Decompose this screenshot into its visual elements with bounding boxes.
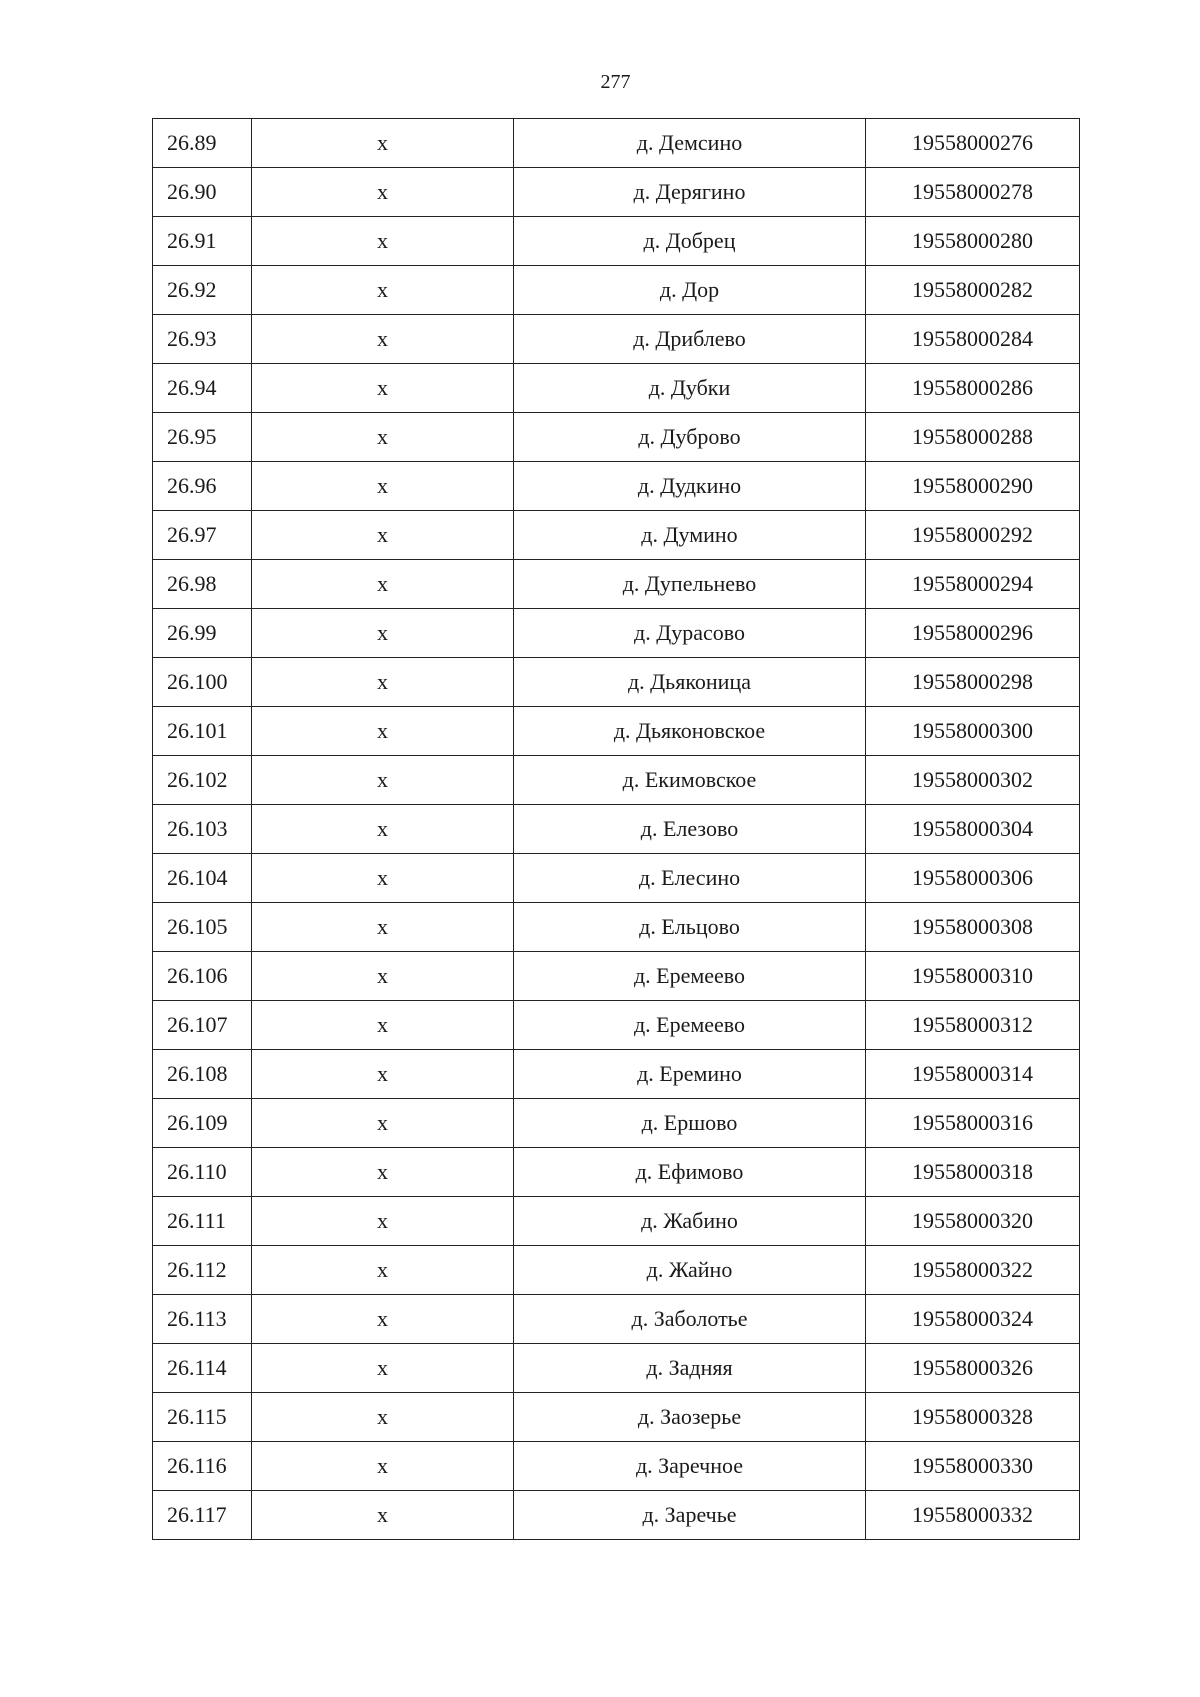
row-number-cell: 26.100 [153, 658, 252, 707]
mark-cell: x [252, 1442, 514, 1491]
oktmo-code-cell: 19558000308 [866, 903, 1080, 952]
row-number-cell: 26.111 [153, 1197, 252, 1246]
table-row [153, 217, 1080, 266]
settlement-name-cell: д. Дор [514, 266, 866, 315]
row-number-cell: 26.107 [153, 1001, 252, 1050]
row-number-cell: 26.99 [153, 609, 252, 658]
oktmo-code-cell: 19558000302 [866, 756, 1080, 805]
mark-cell: x [252, 805, 514, 854]
table-row [153, 1246, 1080, 1295]
oktmo-code-cell: 19558000288 [866, 413, 1080, 462]
mark-cell: x [252, 217, 514, 266]
mark-cell: x [252, 903, 514, 952]
settlement-name-cell: д. Еремеево [514, 952, 866, 1001]
mark-cell: x [252, 315, 514, 364]
oktmo-code-cell: 19558000318 [866, 1148, 1080, 1197]
row-number-cell: 26.92 [153, 266, 252, 315]
table-row [153, 756, 1080, 805]
oktmo-code-cell: 19558000324 [866, 1295, 1080, 1344]
table-row [153, 854, 1080, 903]
table-row [153, 1148, 1080, 1197]
row-number-cell: 26.90 [153, 168, 252, 217]
oktmo-code-cell: 19558000304 [866, 805, 1080, 854]
table-row [153, 805, 1080, 854]
settlement-name-cell: д. Елесино [514, 854, 866, 903]
oktmo-code-cell: 19558000330 [866, 1442, 1080, 1491]
table-row [153, 658, 1080, 707]
oktmo-code-cell: 19558000286 [866, 364, 1080, 413]
oktmo-code-cell: 19558000326 [866, 1344, 1080, 1393]
table-row [153, 1491, 1080, 1540]
table-row [153, 903, 1080, 952]
settlement-name-cell: д. Дубки [514, 364, 866, 413]
row-number-cell: 26.96 [153, 462, 252, 511]
table-row [153, 1001, 1080, 1050]
oktmo-code-cell: 19558000292 [866, 511, 1080, 560]
mark-cell: x [252, 119, 514, 168]
table-row [153, 1344, 1080, 1393]
oktmo-code-cell: 19558000276 [866, 119, 1080, 168]
table-row [153, 315, 1080, 364]
mark-cell: x [252, 1393, 514, 1442]
oktmo-code-cell: 19558000316 [866, 1099, 1080, 1148]
table-row [153, 168, 1080, 217]
oktmo-code-cell: 19558000296 [866, 609, 1080, 658]
table-row [153, 1442, 1080, 1491]
oktmo-code-cell: 19558000278 [866, 168, 1080, 217]
table-row [153, 952, 1080, 1001]
settlement-name-cell: д. Дурасово [514, 609, 866, 658]
mark-cell: x [252, 1001, 514, 1050]
oktmo-code-cell: 19558000300 [866, 707, 1080, 756]
mark-cell: x [252, 266, 514, 315]
settlement-name-cell: д. Екимовское [514, 756, 866, 805]
settlement-name-cell: д. Заречное [514, 1442, 866, 1491]
row-number-cell: 26.89 [153, 119, 252, 168]
mark-cell: x [252, 658, 514, 707]
row-number-cell: 26.103 [153, 805, 252, 854]
oktmo-code-cell: 19558000328 [866, 1393, 1080, 1442]
oktmo-code-cell: 19558000294 [866, 560, 1080, 609]
settlement-name-cell: д. Добрец [514, 217, 866, 266]
settlement-name-cell: д. Ершово [514, 1099, 866, 1148]
row-number-cell: 26.115 [153, 1393, 252, 1442]
oktmo-code-cell: 19558000312 [866, 1001, 1080, 1050]
oktmo-code-cell: 19558000280 [866, 217, 1080, 266]
table-row [153, 1197, 1080, 1246]
settlement-name-cell: д. Демсино [514, 119, 866, 168]
mark-cell: x [252, 168, 514, 217]
row-number-cell: 26.108 [153, 1050, 252, 1099]
settlement-name-cell: д. Ефимово [514, 1148, 866, 1197]
row-number-cell: 26.106 [153, 952, 252, 1001]
row-number-cell: 26.104 [153, 854, 252, 903]
settlement-name-cell: д. Дьяконовское [514, 707, 866, 756]
mark-cell: x [252, 1050, 514, 1099]
row-number-cell: 26.116 [153, 1442, 252, 1491]
oktmo-code-cell: 19558000306 [866, 854, 1080, 903]
oktmo-code-cell: 19558000320 [866, 1197, 1080, 1246]
mark-cell: x [252, 413, 514, 462]
mark-cell: x [252, 1148, 514, 1197]
table-row [153, 266, 1080, 315]
mark-cell: x [252, 364, 514, 413]
settlement-name-cell: д. Заречье [514, 1491, 866, 1540]
oktmo-code-cell: 19558000290 [866, 462, 1080, 511]
mark-cell: x [252, 854, 514, 903]
table-row [153, 1099, 1080, 1148]
settlement-name-cell: д. Жабино [514, 1197, 866, 1246]
row-number-cell: 26.93 [153, 315, 252, 364]
table-row [153, 462, 1080, 511]
row-number-cell: 26.112 [153, 1246, 252, 1295]
mark-cell: x [252, 462, 514, 511]
row-number-cell: 26.97 [153, 511, 252, 560]
table-row [153, 560, 1080, 609]
settlement-name-cell: д. Дуброво [514, 413, 866, 462]
page-number: 277 [600, 71, 631, 93]
settlement-name-cell: д. Дудкино [514, 462, 866, 511]
row-number-cell: 26.117 [153, 1491, 252, 1540]
row-number-cell: 26.113 [153, 1295, 252, 1344]
row-number-cell: 26.95 [153, 413, 252, 462]
settlement-name-cell: д. Еремино [514, 1050, 866, 1099]
mark-cell: x [252, 707, 514, 756]
table-row [153, 609, 1080, 658]
settlements-table [152, 118, 1080, 1540]
table-row [153, 364, 1080, 413]
settlement-name-cell: д. Задняя [514, 1344, 866, 1393]
oktmo-code-cell: 19558000282 [866, 266, 1080, 315]
mark-cell: x [252, 952, 514, 1001]
mark-cell: x [252, 609, 514, 658]
oktmo-code-cell: 19558000322 [866, 1246, 1080, 1295]
oktmo-code-cell: 19558000310 [866, 952, 1080, 1001]
settlement-name-cell: д. Дерягино [514, 168, 866, 217]
settlement-name-cell: д. Елезово [514, 805, 866, 854]
row-number-cell: 26.110 [153, 1148, 252, 1197]
mark-cell: x [252, 1491, 514, 1540]
settlement-name-cell: д. Ельцово [514, 903, 866, 952]
settlement-name-cell: д. Заозерье [514, 1393, 866, 1442]
row-number-cell: 26.94 [153, 364, 252, 413]
mark-cell: x [252, 1344, 514, 1393]
table-row [153, 707, 1080, 756]
oktmo-code-cell: 19558000284 [866, 315, 1080, 364]
table-row [153, 1295, 1080, 1344]
row-number-cell: 26.91 [153, 217, 252, 266]
table-row [153, 1050, 1080, 1099]
mark-cell: x [252, 1099, 514, 1148]
mark-cell: x [252, 1246, 514, 1295]
oktmo-code-cell: 19558000332 [866, 1491, 1080, 1540]
mark-cell: x [252, 511, 514, 560]
mark-cell: x [252, 756, 514, 805]
table-body [153, 119, 1080, 1540]
row-number-cell: 26.114 [153, 1344, 252, 1393]
oktmo-code-cell: 19558000298 [866, 658, 1080, 707]
table-row [153, 413, 1080, 462]
settlement-name-cell: д. Дупельнево [514, 560, 866, 609]
mark-cell: x [252, 560, 514, 609]
row-number-cell: 26.109 [153, 1099, 252, 1148]
row-number-cell: 26.98 [153, 560, 252, 609]
table-row [153, 1393, 1080, 1442]
row-number-cell: 26.101 [153, 707, 252, 756]
row-number-cell: 26.105 [153, 903, 252, 952]
settlement-name-cell: д. Жайно [514, 1246, 866, 1295]
settlement-name-cell: д. Думино [514, 511, 866, 560]
settlement-name-cell: д. Еремеево [514, 1001, 866, 1050]
oktmo-code-cell: 19558000314 [866, 1050, 1080, 1099]
settlement-name-cell: д. Заболотье [514, 1295, 866, 1344]
mark-cell: x [252, 1295, 514, 1344]
settlement-name-cell: д. Дьяконица [514, 658, 866, 707]
table-row [153, 119, 1080, 168]
row-number-cell: 26.102 [153, 756, 252, 805]
table-row [153, 511, 1080, 560]
settlement-name-cell: д. Дриблево [514, 315, 866, 364]
mark-cell: x [252, 1197, 514, 1246]
